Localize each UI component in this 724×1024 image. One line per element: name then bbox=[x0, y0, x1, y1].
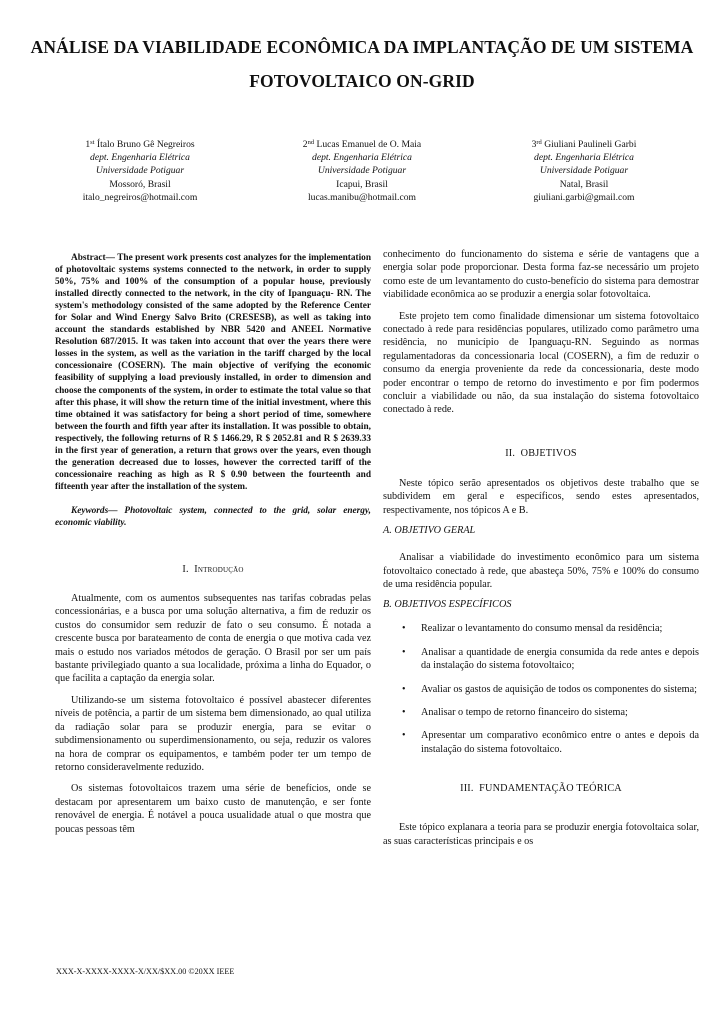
author-2 bbox=[262, 138, 462, 204]
author-dept: dept. Engenharia Elétrica bbox=[312, 152, 412, 164]
author-university: Universidade Potiguar bbox=[539, 165, 629, 177]
subsection-heading-specific: B. OBJETIVOS ESPECÍFICOS bbox=[383, 599, 512, 611]
author-email: giuliani.garbi@gmail.com bbox=[533, 191, 635, 203]
section-title: Introdução bbox=[194, 564, 244, 576]
section-heading-introduction bbox=[55, 563, 371, 576]
author-university: Universidade Potiguar bbox=[95, 165, 185, 177]
list-item bbox=[383, 683, 699, 696]
author-university: Universidade Potiguar bbox=[317, 165, 407, 177]
section-number: III. bbox=[460, 783, 474, 795]
bullet-icon: • bbox=[402, 730, 406, 742]
author-name-text: Lucas Emanuel de O. Maia bbox=[316, 139, 422, 150]
intro-paragraph: Os sistemas fotovoltaicos trazem uma série de benefícios, onde se destacam por apresentarem um baixo custo de manutenção, e ser fonte renovável de energia. É notável a pouca usualidade atual o que mostra que poucas pessoas têm bbox=[55, 783, 371, 835]
left-column bbox=[55, 252, 371, 836]
section-number: I. bbox=[182, 564, 189, 576]
author-block bbox=[40, 138, 684, 208]
list-item bbox=[383, 729, 699, 756]
author-city: Natal, Brasil bbox=[559, 178, 609, 190]
list-item-text: Analisar o tempo de retorno financeiro do sistema; bbox=[421, 706, 628, 718]
intro-paragraph: Atualmente, com os aumentos subsequentes nas tarifas cobradas pelas concessionárias, e a busca por uma solução alternativa, a fim de reduzir os custos do consumidor sem reduzir de fato o seu consumo. É notada a crescente busca por barateamento de conta de energia o que motiva cada vez mais o estudo nos variados métodos de geração. O Brasil por ser um país bastante privilegiado quanto a sua localidade, próxima a linha do Equador, o que facilita a captação da energia solar. bbox=[55, 593, 371, 685]
paper-title: ANÁLISE DA VIABILIDADE ECONÔMICA DA IMPLANTAÇÃO DE UM SISTEMA FOTOVOLTAICO ON-GRID bbox=[30, 37, 694, 91]
theory-intro-paragraph: Este tópico explanara a teoria para se produzir energia fotovoltaica solar, as suas características principais e os bbox=[383, 822, 699, 847]
section-title: FUNDAMENTAÇÃO TEÓRICA bbox=[479, 783, 622, 795]
copyright-footer: XXX-X-XXXX-XXXX-X/XX/$XX.00 ©20XX IEEE bbox=[56, 967, 235, 976]
subsection-heading-general: A. OBJETIVO GERAL bbox=[383, 525, 476, 537]
section-title: OBJETIVOS bbox=[520, 447, 577, 459]
bullet-icon: • bbox=[402, 706, 406, 718]
author-email: lucas.manibu@hotmail.com bbox=[308, 191, 416, 203]
general-objective-paragraph: Analisar a viabilidade do investimento econômico para um sistema fotovoltaico conectado à rede, que abasteça 50%, 75% e 100% do consumo de uma residência popular. bbox=[383, 552, 699, 590]
author-name-text: Giuliani Paulineli Garbi bbox=[544, 139, 637, 150]
keywords: Keywords— Photovoltaic system, connected to the grid, solar energy, economic viability. bbox=[55, 505, 371, 528]
section-heading-objetivos bbox=[383, 447, 699, 460]
list-item-text: Analisar a quantidade de energia consumida da rede antes e depois da instalação do sistema fotovoltaico; bbox=[421, 646, 699, 672]
list-item bbox=[383, 706, 699, 719]
list-item-text: Avaliar os gastos de aquisição de todos os componentes do sistema; bbox=[421, 683, 697, 695]
author-ordinal: 3 bbox=[531, 139, 537, 150]
author-name bbox=[40, 138, 240, 151]
author-1 bbox=[40, 138, 240, 204]
author-ordinal-suffix: nd bbox=[307, 139, 315, 146]
bullet-icon: • bbox=[402, 623, 406, 635]
author-ordinal: 2 bbox=[302, 139, 308, 150]
author-name bbox=[484, 138, 684, 151]
author-ordinal-suffix: st bbox=[90, 139, 95, 146]
author-3 bbox=[484, 138, 684, 204]
section-heading-fundamentacao bbox=[383, 782, 699, 795]
author-city: Mossoró, Brasil bbox=[109, 178, 171, 190]
intro-continuation-paragraph: conhecimento do funcionamento do sistema e série de vantagens que a energia solar pode proporcionar. Desta forma faz-se necessário um projeto como este de um levantamento do custo-benefício do sistema para demostrar viabilidade econômica ao se produzir a energia solar fotovoltaica. bbox=[383, 249, 699, 301]
bullet-icon: • bbox=[402, 683, 406, 695]
author-dept: dept. Engenharia Elétrica bbox=[90, 152, 190, 164]
author-name-text: Ítalo Bruno Gê Negreiros bbox=[96, 139, 195, 150]
author-city: Icapui, Brasil bbox=[336, 178, 388, 190]
project-paragraph: Este projeto tem como finalidade dimensionar um sistema fotovoltaico conectado à rede para residências populares, utilizado como parâmetro uma residência, no município de Ipanguaçu-RN. Seguindo as normas regulamentadoras da concessionaria local (COSERN), a fim de reduzir o consumo da energia proveniente da rede da concessionaria, deste modo poder encontrar o tempo de retorno do investimento e por fim podermos concluir a viabilidade ou não, da sua instalação do sistema fotovoltaico conectado à rede. bbox=[383, 310, 699, 416]
specific-objectives-list bbox=[383, 622, 699, 756]
author-email: italo_negreiros@hotmail.com bbox=[82, 191, 198, 203]
section-number: II. bbox=[505, 447, 516, 459]
author-name bbox=[262, 138, 462, 151]
list-item bbox=[383, 646, 699, 673]
list-item-text: Realizar o levantamento do consumo mensal da residência; bbox=[421, 623, 663, 635]
author-dept: dept. Engenharia Elétrica bbox=[534, 152, 634, 164]
author-ordinal: 1 bbox=[85, 139, 91, 150]
list-item-text: Apresentar um comparativo econômico entre o antes e depois da instalação do sistema fotovoltaico. bbox=[421, 730, 699, 755]
right-column bbox=[383, 248, 699, 848]
objectives-intro-paragraph: Neste tópico serão apresentados os objetivos deste trabalho que se subdividem em geral e específicos, sendo estes apresentados, respectivamente, nos tópicos A e B. bbox=[383, 477, 699, 516]
author-ordinal-suffix: rd bbox=[536, 139, 542, 146]
list-item bbox=[383, 622, 699, 635]
intro-paragraph: Utilizando-se um sistema fotovoltaico é possível abastecer diferentes níveis de potência, a partir de um sistema bem dimensionado, ao qual utiliza da radiação solar para se produzir energia, para se evitar o subdimensionamento ou superdimensionamento, ou seja, reduzir os valores na hora de comprar os equipamentos, e também poder ter um tempo de retorno consideravelmente reduzido. bbox=[55, 694, 371, 773]
bullet-icon: • bbox=[402, 646, 406, 658]
abstract: Abstract— The present work presents cost analyzes for the implementation of photovoltaic systems systems connected to the network, in order to supply 50%, 75% and 100% of the consumption of a popular house, previously installed directly connected to the network, in the city of Ipanguaçu- RN. The system's methodology consisted of the same adopted by the Reference Center for Solar and Wind Energy Salvo Brito (CRESESB), as well as taking into account the standards established by NBR 5420 and ANEEL Normative Resolution 687/2015. It was taken into account that over the years there were losses in the system, as well as the variation in the tariff charged by the local concessionaire (COSERN). The main objective of verifying the economic feasibility of supplying a load previously installed, in order to dimension and choose the components of the system, in order to estimate the total value so that after this phase, it will show the return time of the initial investment, where this time obtained it was satisfactory for being a short period of time, somewhere between the fourth and fifth year after its installation. It was possible to obtain, respectively, the following returns of R $ 1466.29, R $ 2052.81 and R $ 2639.33 in the first year of generation, a return that grows over the years, even though the generation decreased due to losses, however the corrected tariff of the concessionaire reaching as high as R $ 0.90 between the fourteenth and fifteenth year after the installation of the system. bbox=[55, 253, 371, 492]
